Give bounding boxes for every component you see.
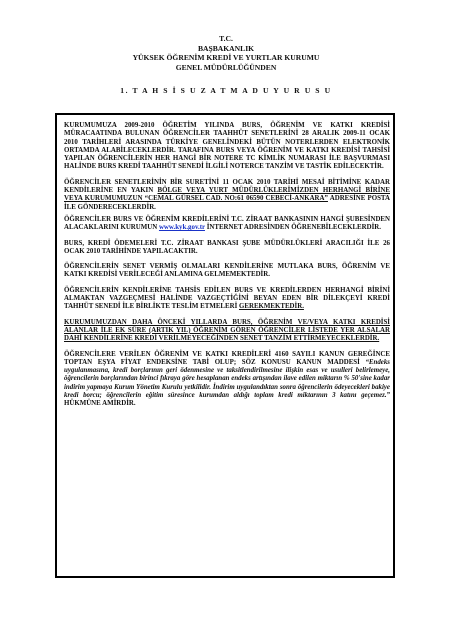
announcement-title: 1. T A H S İ S U Z A T M A D U Y U R U S U: [120, 86, 332, 96]
header-line-tc: T.C.: [219, 34, 233, 43]
paragraph-ziraat-text-a: ÖĞRENCİLER BURS VE ÖĞRENİM KREDİLERİNİ T.C. ZİRAAT BANKASININ HANGİ ŞUBESİNDEN ALACAKLARINI KURUMUN: [64, 215, 390, 232]
paragraph-law-quote: “Endeks uygulanmasına, kredi borçlarının geri ödenmesine ve taksitlendirilmesine ilişkin esas ve usulleri belirlemeye, öğrencilerin borçlarından birinci fıkraya göre hesaplanan endeks artışından ilave edilen miktarın % 50'sine kadar indirim yapmaya Kurum Yönetim Kurulu yetkilidir. İndirim uygulandıktan sonra öğrencilerin ödeyecekleri bakiye kredi borcu; öğrencilerin eğitim süresince kurumdan aldığı toplam kredi miktarının 3 katını geçemez.”: [64, 358, 390, 400]
paragraph-waiver-text: ÖĞRENCİLERİN KENDİLERİNE TAHSİS EDİLEN BURS VE KREDİLERDEN HERHANGİ BİRİNİ ALMAKTAN VAZGEÇMESİ HALİNDE VAZGEÇTİĞİNİ BEYAN EDEN BİR DİLEKÇEYİ KREDİ TAHHÜT SENEDİ İLE BİRLİKTE TESLİM ETMELERİ: [64, 286, 390, 311]
paragraph-send-copy-text-b: ADRESİNE POSTA İLE GÖNDERECEKLERDİR.: [64, 195, 390, 211]
paragraph-send-copy-text-a: ÖĞRENCİLER SENETLERİNİN BİR SURETİNİ 11 OCAK 2010 TARİHİ MESAİ BİTİMİNE KADAR KENDİLERİNE EN YAKIN: [64, 178, 390, 195]
paragraph-law-4160: [64, 351, 390, 409]
paragraph-send-copy: [64, 179, 390, 212]
header-line-directorate: GENEL MÜDÜRLÜĞÜNDEN: [175, 62, 277, 72]
paragraph-send-copy-address: BÖLGE VEYA YURT MÜDÜRLÜKLERİMİZDEN HERHANGİ BİRİNE VEYA KURUMUMUZUN “CEMAL GÜRSEL CAD. NO:61 06590 CEBECİ-ANKARA”: [64, 187, 390, 203]
paragraph-law-text-b: HÜKMÜNE AMİRDİR.: [64, 400, 136, 408]
paragraph-payment-date: BURS, KREDİ ÖDEMELERİ T.C. ZİRAAT BANKASI ŞUBE MÜDÜRLÜKLERİ ARACILIĞI İLE 26 OCAK 2010 TARİHİNDE YAPILACAKTIR.: [64, 239, 390, 255]
kyk-website-link[interactable]: www.kyk.gov.tr: [158, 224, 205, 232]
paragraph-senet-notary: KURUMUMUZA 2009-2010 ÖĞRETİM YILINDA BURS, ÖĞRENİM VE KATKI KREDİSİ MÜRACAATINDA BULUNAN ÖĞRENCİLER TAAHHÜT SENETLERİNİ 28 ARALIK 2009-11 OCAK 2010 TARİHLERİ ARASINDA TÜRKİYE GENELİNDEKİ BÜTÜN NOTERLERDEN ELEKTRONİK ORTAMDA ALABİLECEKLERDİR. TARAFINA BURS VEYA ÖĞRENİM VE KATKI KREDİSİ TAHSİSİ YAPILAN ÖĞRENCİLERİN HER HANGİ BİR NOTERE TC KİMLİK NUMARASI İLE BAŞVURMASI HALİNDE BURS KREDİ TAAHHÜT SENEDİ İLGİLİ NOTERCE TANZİM VE TASTİK EDİLECEKTİR.: [64, 122, 390, 171]
paragraph-law-text-a: ÖĞRENCİLERE VERİLEN ÖĞRENİM VE KATKI KREDİLERİ 4160 SAYILI KANUN GEREĞİNCE TOPTAN EŞYA FİYAT ENDEKSİNE TABİ OLUP; SÖZ KONUSU KANUN MADDESİ: [64, 350, 390, 366]
paragraph-no-guarantee: ÖĞRENCİLERİN SENET VERMİŞ OLMALARI KENDİLERİNE MUTLAKA BURS, ÖĞRENİM VE KATKI KREDİSİ VERİLECEĞİ ANLAMINA GELMEMEKTEDİR.: [64, 263, 390, 279]
paragraph-previous-recipients: KURUMUMUZDAN DAHA ÖNCEKİ YILLARDA BURS, ÖĞRENİM VE/VEYA KATKI KREDİSİ ALANLAR İLE EK SÜRE (ARTIK YIL) ÖĞRENİM GÖREN ÖĞRENCİLER LİSTEDE YER ALSALAR DAHİ KENDİLERİNE KREDİ VERİLMEYECEĞİNDEN SENET TANZİM ETTİRMEYECEKLERDİR.: [64, 318, 390, 343]
paragraph-waiver-required: GEREKMEKTEDİR.: [239, 303, 304, 311]
paragraph-ziraat-text-b: İNTERNET ADRESİNDEN ÖĞRENEBİLECEKLERDİR.: [204, 224, 381, 232]
header-line-institution: YÜKSEK ÖĞRENİM KREDİ VE YURTLAR KURUMU: [132, 53, 320, 63]
document-header: [0, 34, 452, 96]
paragraph-waiver: [64, 287, 390, 312]
announcement-body: [64, 122, 390, 416]
header-line-basbakanlik: BAŞBAKANLIK: [197, 43, 255, 53]
paragraph-ziraat-branch: [64, 216, 390, 233]
